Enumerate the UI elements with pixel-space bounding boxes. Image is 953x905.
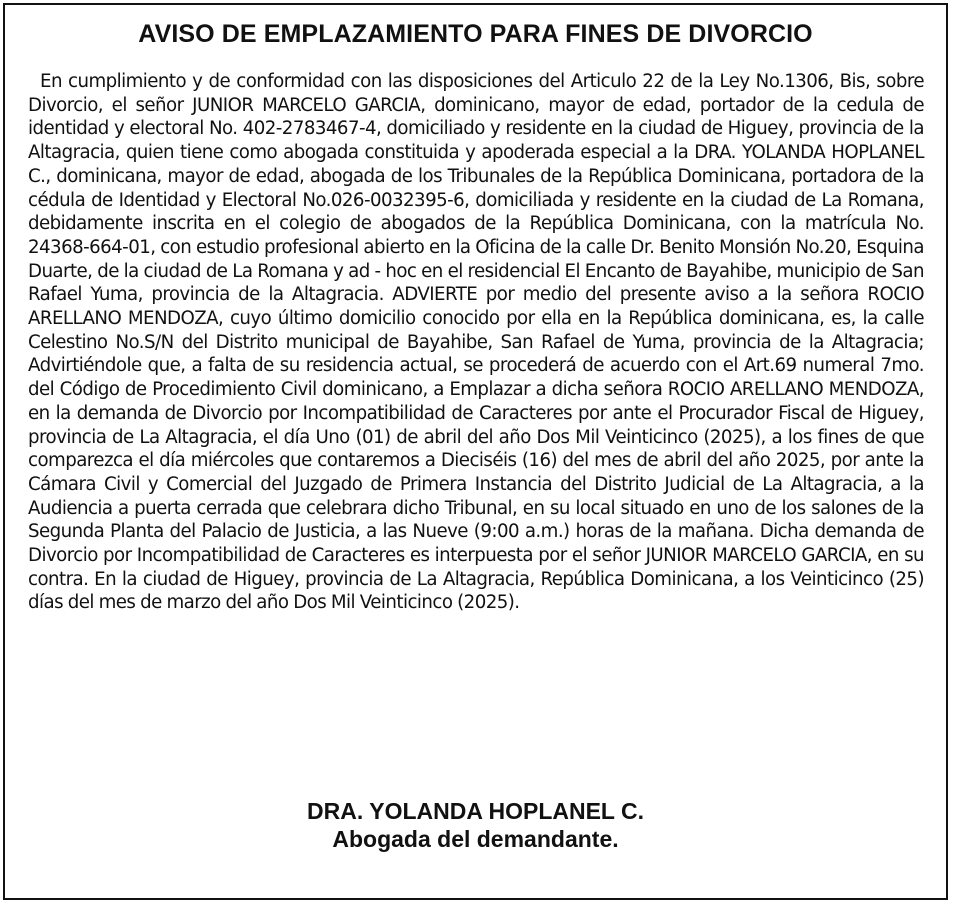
legal-notice <box>3 3 948 900</box>
signature-name: DRA. YOLANDA HOPLANEL C. <box>307 798 644 824</box>
signature-role: Abogada del demandante. <box>332 826 619 852</box>
notice-title: AVISO DE EMPLAZAMIENTO PARA FINES DE DIVORCIO <box>138 20 813 48</box>
notice-body: En cumplimiento y de conformidad con las disposiciones del Articulo 22 de la Ley No.1306, Bis, sobre Divorcio, el señor JUNIOR MARCELO GARCIA, dominicano, mayor de edad, portador de la cedula de identidad y electoral No. 402-2783467-4, domiciliado y residente en la ciudad de Higuey, provincia de la Altagracia, quien tiene como abogada constituida y apoderada especial a la DRA. YOLANDA HOPLANEL C., dominicana, mayor de edad, abogada de los Tribunales de la República Dominicana, portadora de la cédula de Identidad y Electoral No.026-0032395-6, domiciliada y residente en la ciudad de La Romana, debidamente inscrita en el colegio de abogados de la República Dominicana, con la matrícula No. 24368-664-01, con estudio profesional abierto en la Oficina de la calle Dr. Benito Monsión No.20, Esquina Duarte, de la ciudad de La Romana y ad - hoc en el residencial El Encanto de Bayahibe, municipio de San Rafael Yuma, provincia de la Altagracia. ADVIERTE por medio del presente aviso a la señora ROCIO ARELLANO MENDOZA, cuyo último domicilio conocido por ella en la República dominicana, es, la calle Celestino No.S/N del Distrito municipal de Bayahibe, San Rafael de Yuma, provincia de la Altagracia; Advirtiéndole que, a falta de su residencia actual, se procederá de acuerdo con el Art.69 numeral 7mo. del Código de Procedimiento Civil dominicano, a Emplazar a dicha señora ROCIO ARELLANO MENDOZA, en la demanda de Divorcio por Incompatibilidad de Caracteres por ante el Procurador Fiscal de Higuey, provincia de La Altagracia, el día Uno (01) de abril del año Dos Mil Veinticinco (2025), a los fines de que comparezca el día miércoles que contaremos a Dieciséis (16) del mes de abril del año 2025, por ante la Cámara Civil y Comercial del Juzgado de Primera Instancia del Distrito Judicial de La Altagracia, a la Audiencia a puerta cerrada que celebrara dicho Tribunal, en su local situado en uno de los salones de la Segunda Planta del Palacio de Justicia, a las Nueve (9:00 a.m.) horas de la mañana. Dicha demanda de Divorcio por Incompatibilidad de Caracteres es interpuesta por el señor JUNIOR MARCELO GARCIA, en su contra. En la ciudad de Higuey, provincia de La Altagracia, República Dominicana, a los Veinticinco (25) días del mes de marzo del año Dos Mil Veinticinco (2025). <box>28 71 924 614</box>
signature-block <box>5 797 946 853</box>
